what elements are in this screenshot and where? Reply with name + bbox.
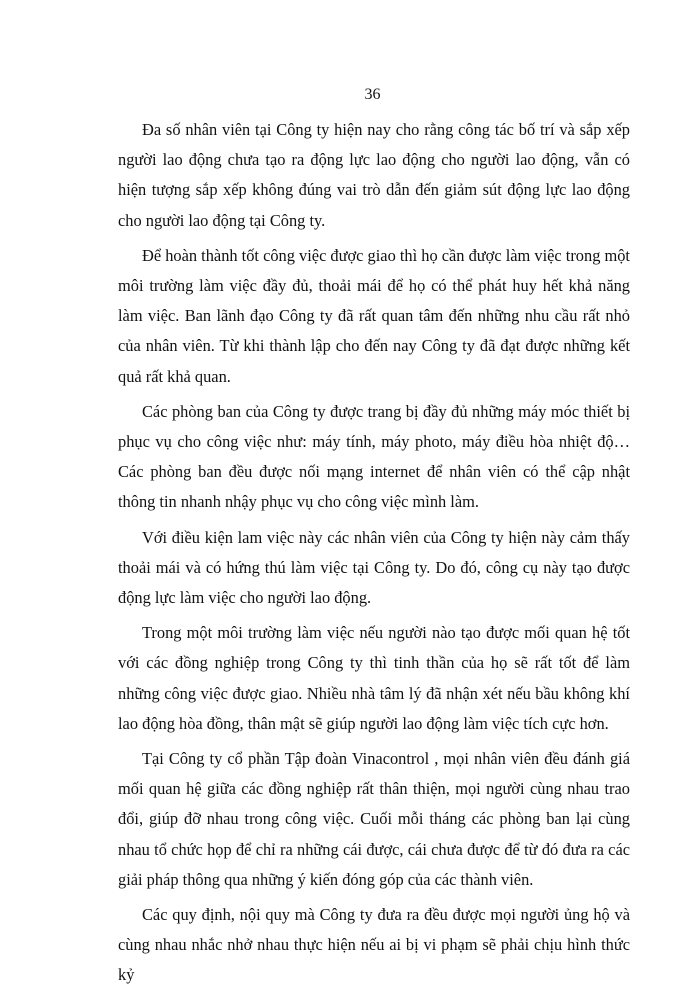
paragraph: Đa số nhân viên tại Công ty hiện nay cho rằng công tác bố trí và sắp xếp người lao động chưa tạo ra động lực lao động cho người lao động, vẫn có hiện tượng sắp xếp không đúng vai trò dẫn đến giảm sút động lực lao động cho người lao động tại Công ty.	[118, 120, 630, 230]
paragraph: Với điều kiện lam việc này các nhân viên của Công ty hiện này cảm thấy thoải mái và có hứng thú làm việc tại Công ty. Do đó, công cụ này tạo được động lực làm việc cho người lao động.	[118, 527, 630, 608]
paragraph: Các phòng ban của Công ty được trang bị đầy đủ những máy móc thiết bị phục vụ cho công việc như: máy tính, máy photo, máy điều hòa nhiệt độ…Các phòng ban đều được nối mạng internet để nhân viên có thể cập nhật thông tin nhanh nhậy phục vụ cho công việc mình làm.	[118, 401, 630, 512]
page-number: 36	[364, 86, 381, 103]
paragraph: Tại Công ty cổ phần Tập đoàn Vinacontrol , mọi nhân viên đều đánh giá mối quan hệ giữa các đồng nghiệp rất thân thiện, mọi người cùng nhau trao đổi, giúp đỡ nhau trong công việc. Cuối mỗi tháng các phòng ban lại cùng nhau tổ chức họp để chỉ ra những cái được, cái chưa được để từ đó đưa ra các giải pháp thông qua những ý kiến đóng góp của các thành viên.	[118, 749, 630, 889]
paragraph: Các quy định, nội quy mà Công ty đưa ra đều được mọi người ủng hộ và cùng nhau nhắc nhở nhau thực hiện nếu ai bị vi phạm sẽ phải chịu hình thức kỷ	[118, 905, 630, 985]
document-body	[118, 115, 630, 996]
paragraph: Trong một môi trường làm việc nếu người nào tạo được mối quan hệ tốt với các đồng nghiệp trong Công ty thì tinh thần của họ sẽ rất tốt để làm những công việc được giao. Nhiều nhà tâm lý đã nhận xét nếu bầu không khí lao động hòa đồng, thân mật sẽ giúp người lao động làm việc tích cực hơn.	[118, 623, 630, 733]
paragraph: Để hoàn thành tốt công việc được giao thì họ cần được làm việc trong một môi trường làm việc đầy đủ, thoải mái để họ có thể phát huy hết khả năng làm việc. Ban lãnh đạo Công ty đã rất quan tâm đến những nhu cầu rất nhỏ của nhân viên. Từ khi thành lập cho đến nay Công ty đã đạt được những kết quả rất khả quan.	[118, 245, 630, 386]
